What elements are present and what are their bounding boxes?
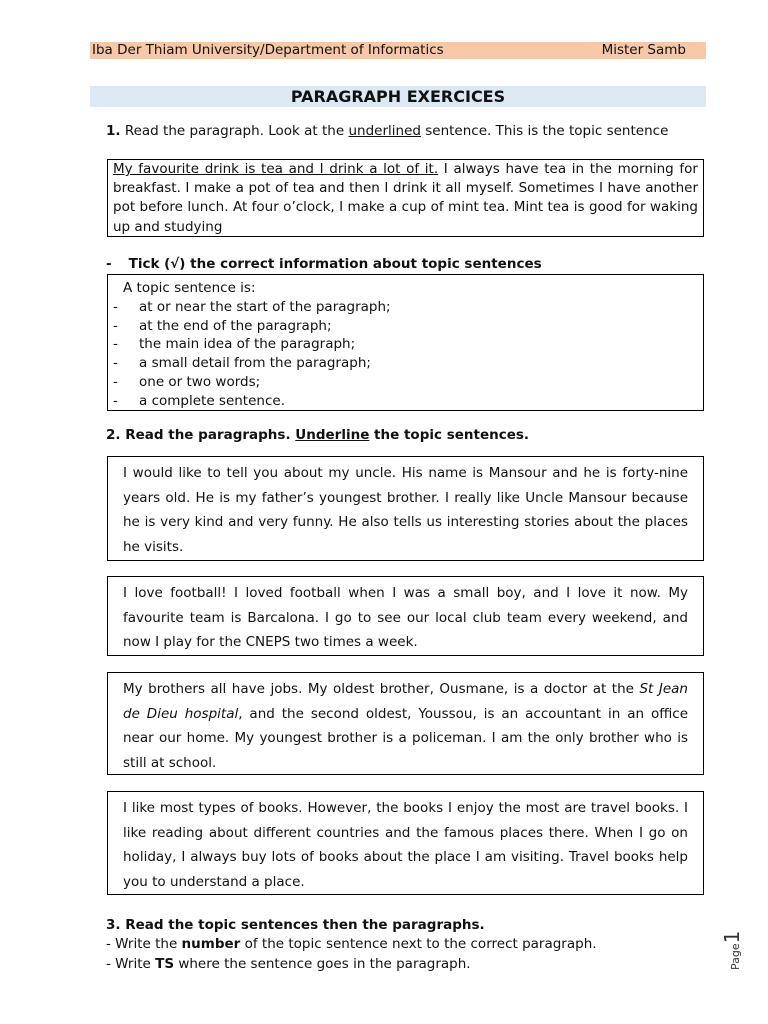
tick-dash: - bbox=[106, 256, 112, 272]
exercise1-instruction-pre: Read the paragraph. Look at the bbox=[120, 123, 349, 139]
list-item-label: a small detail from the paragraph; bbox=[139, 355, 371, 372]
topic-sentence-options bbox=[111, 298, 703, 411]
exercise2-heading-pre: 2. Read the paragraphs. bbox=[106, 427, 296, 443]
exercise3-line1-bold: number bbox=[181, 936, 241, 952]
paragraph-box-football: I love football! I loved football when I was a small boy, and I love it now. My favourite team is Barcalona. I go to see our local club team every weekend, and now I play for the CNEPS two times a week. bbox=[107, 576, 704, 656]
exercise1-number: 1. bbox=[106, 123, 121, 139]
exercise1-instruction-underlined: underlined bbox=[348, 123, 421, 139]
topic-sentence-list-box bbox=[107, 274, 704, 411]
list-item-label: the main idea of the paragraph; bbox=[139, 336, 356, 353]
list-item[interactable]: - a complete sentence. bbox=[113, 392, 285, 409]
exercise3-line1-pre: - Write the bbox=[106, 936, 182, 952]
exercise2-heading-post: the topic sentences. bbox=[369, 427, 530, 443]
brothers-text-italic: St Jean de Dieu hospital bbox=[123, 681, 688, 722]
exercise3-line1-post: of the topic sentence next to the correct paragraph. bbox=[240, 936, 597, 952]
exercise2-heading bbox=[106, 426, 529, 444]
exercise1-instruction-post: sentence. This is the topic sentence bbox=[420, 123, 669, 139]
page-label: Page bbox=[729, 943, 742, 970]
header-author: Mister Samb bbox=[601, 42, 686, 58]
list-item[interactable]: - at the end of the paragraph; bbox=[113, 317, 332, 334]
list-item[interactable]: - at or near the start of the paragraph; bbox=[113, 298, 391, 315]
exercise1-paragraph-box bbox=[107, 159, 704, 237]
tick-instruction bbox=[106, 255, 542, 273]
paragraph-box-books: I like most types of books. However, the books I enjoy the most are travel books. I like reading about different countries and the famous places there. When I go on holiday, I always buy lots of books about the place I am visiting. Travel books help you to understand a place. bbox=[107, 791, 704, 895]
exercise3-line2-bold: TS bbox=[155, 956, 175, 972]
paragraph-box-brothers bbox=[107, 672, 704, 775]
tick-instruction-text: Tick (√) the correct information about topic sentences bbox=[128, 256, 542, 272]
exercise1-paragraph-rest: I always have tea in the morning for breakfast. I make a pot of tea and then I drink it all myself. Sometimes I have another pot before lunch. At four o’clock, I make a cup of mint tea. Mint tea is good for waking up and studying bbox=[113, 161, 698, 235]
brothers-text-post: , and the second oldest, Youssou, is an accountant in an office near our home. My youngest brother is a policeman. I am the only brother who is still at school. bbox=[123, 705, 688, 771]
exercise2-heading-underlined: Underline bbox=[295, 427, 370, 443]
header-institution: Iba Der Thiam University/Department of Informatics bbox=[92, 42, 444, 58]
list-item[interactable]: - the main idea of the paragraph; bbox=[113, 336, 356, 353]
brothers-text-pre: My brothers all have jobs. My oldest brother, Ousmane, is a doctor at the bbox=[123, 681, 640, 697]
exercise3-line1 bbox=[106, 935, 597, 953]
exercise1-topic-sentence: My favourite drink is tea and I drink a lot of it. bbox=[113, 161, 439, 177]
exercise3-line2 bbox=[106, 955, 471, 973]
exercise3-line2-pre: - Write bbox=[106, 956, 156, 972]
list-item-label: at the end of the paragraph; bbox=[139, 317, 332, 334]
paragraph-box-uncle: I would like to tell you about my uncle. His name is Mansour and he is forty-nine years old. He is my father’s youngest brother. I really like Uncle Mansour because he is very kind and very funny. He also tells us interesting stories about the places he visits. bbox=[107, 456, 704, 561]
page-number-value: 1 bbox=[720, 930, 744, 944]
exercise3-line2-post: where the sentence goes in the paragraph. bbox=[174, 956, 471, 972]
list-item-label: one or two words; bbox=[139, 373, 261, 390]
page-title: PARAGRAPH EXERCICES bbox=[90, 86, 706, 107]
list-item[interactable]: - one or two words; bbox=[113, 373, 261, 390]
document-header bbox=[90, 42, 706, 59]
list-item-label: a complete sentence. bbox=[139, 392, 285, 409]
page-number bbox=[720, 930, 760, 970]
list-intro: A topic sentence is: bbox=[123, 280, 256, 296]
list-item[interactable]: - a small detail from the paragraph; bbox=[113, 355, 371, 372]
exercise1-instruction bbox=[106, 122, 668, 140]
list-item-label: at or near the start of the paragraph; bbox=[139, 298, 391, 315]
exercise3-heading: 3. Read the topic sentences then the paragraphs. bbox=[106, 917, 485, 933]
